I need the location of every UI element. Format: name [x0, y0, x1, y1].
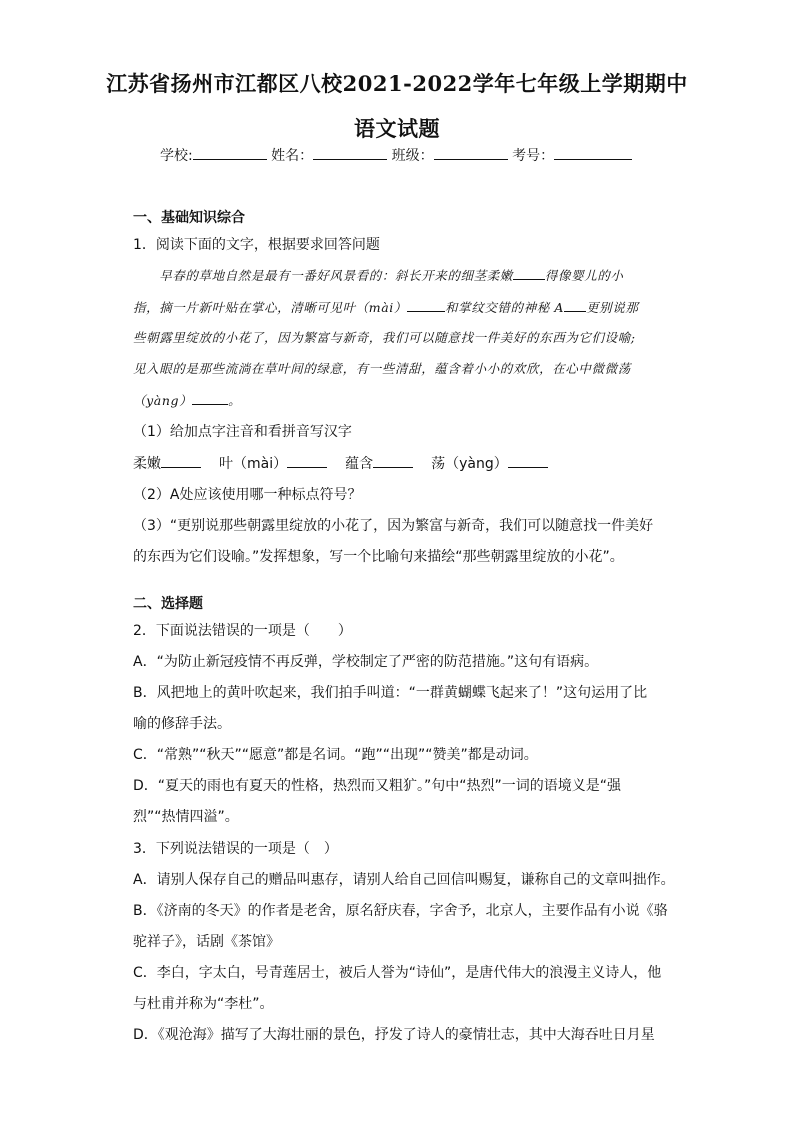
q2-option-b-cont: 喻的修辞手法。 [133, 716, 231, 732]
passage-text: 和掌纹交错的神秘 A [445, 300, 565, 315]
sub-question-3-line1: （3）“更别说那些朝露里绽放的小花了，因为繁富与新奇，我们可以随意找一件美好 [133, 518, 654, 534]
fill-item-label: 柔嫩 [133, 456, 161, 472]
name-label: 姓名： [271, 148, 314, 164]
sub-question-1: （1）给加点字注音和看拼音写汉字 [133, 424, 352, 440]
question-1-stem: 1．阅读下面的文字，根据要求回答问题 [133, 237, 380, 253]
answer-blank[interactable] [192, 392, 228, 405]
name-field[interactable] [313, 145, 387, 160]
q2-option-a: A．“为防止新冠疫情不再反弹，学校制定了严密的防范措施。”这句有语病。 [133, 654, 599, 670]
question-2-stem: 2．下面说法错误的一项是（ ） [133, 623, 352, 639]
q2-option-b: B．风把地上的黄叶吹起来，我们拍手叫道：“一群黄蝴蝶飞起来了！”这句运用了比 [133, 685, 648, 701]
passage-line-5 [133, 391, 241, 409]
q2-option-d: D．“夏天的雨也有夏天的性格，热烈而又粗犷。”句中“热烈”一词的语境义是“强 [133, 778, 622, 794]
passage-line-4: 见入眼的是那些流淌在草叶间的绿意，有一些清甜，蕴含着小小的欢欣，在心中微微荡 [133, 361, 631, 376]
exam-number-field[interactable] [554, 145, 632, 160]
q3-option-d: D．《观沧海》描写了大海壮丽的景色，抒发了诗人的豪情壮志，其中大海吞吐日月星 [133, 1027, 655, 1043]
fill-blank[interactable] [373, 453, 413, 468]
section-heading-basics: 一、基础知识综合 [133, 210, 245, 226]
class-label: 班级： [391, 148, 434, 164]
fill-item-label: 叶（mài） [219, 456, 288, 472]
fill-item-label: 荡（yàng） [431, 456, 508, 472]
exam-title-line2: 语文试题 [354, 116, 440, 141]
fill-blank[interactable] [508, 453, 548, 468]
sub-question-2: （2）A处应该使用哪一种标点符号？ [133, 487, 362, 503]
passage-text: 指，摘一片新叶贴在掌心，清晰可见叶（mài） [133, 300, 408, 315]
fill-blank[interactable] [287, 453, 327, 468]
passage-line-1 [133, 266, 624, 284]
passage-line-2 [133, 298, 638, 316]
q3-option-c-cont: 与杜甫并称为“李杜”。 [133, 996, 274, 1012]
passage-text: （yàng） [133, 393, 193, 408]
q3-option-c: C．李白，字太白，号青莲居士，被后人誉为“诗仙”，是唐代伟大的浪漫主义诗人，他 [133, 965, 662, 981]
class-field[interactable] [434, 145, 508, 160]
punctuation-blank-a[interactable] [564, 299, 586, 312]
passage-text: 得像婴儿的小 [544, 268, 624, 283]
fill-blank-row [133, 453, 548, 473]
sub-question-3-line2: 的东西为它们设喻。”发挥想象，写一个比喻句来描绘“那些朝露里绽放的小花”。 [133, 549, 624, 565]
passage-text: 更别说那 [586, 300, 639, 315]
fill-blank[interactable] [161, 453, 201, 468]
question-3-stem: 3．下列说法错误的一项是（ ） [133, 841, 338, 857]
q3-option-b-cont: 驼祥子》，话剧《茶馆》 [133, 934, 280, 950]
q3-option-b: B．《济南的冬天》的作者是老舍，原名舒庆春，字舍予，北京人，主要作品有小说《骆 [133, 903, 668, 919]
fill-item-label: 蕴含 [345, 456, 374, 472]
section-heading-choice: 二、选择题 [133, 596, 203, 612]
q2-option-c: C．“常熟”“秋天”“愿意”都是名词。“跑”“出现”“赞美”都是动词。 [133, 747, 538, 763]
exam-title-line1: 江苏省扬州市江都区八校2021-2022学年七年级上学期期中 [106, 71, 688, 96]
q2-option-d-cont: 烈”“热情四溢”。 [133, 809, 239, 825]
school-label: 学校: [160, 148, 193, 164]
passage-text: 早春的草地自然是最有一番好风景看的：斜长开来的细茎柔嫩 [133, 268, 513, 283]
answer-blank[interactable] [407, 299, 445, 312]
answer-blank[interactable] [513, 267, 545, 280]
passage-text: 。 [228, 393, 242, 408]
q3-option-a: A．请别人保存自己的赠品叫惠存，请别人给自己回信叫赐复，谦称自己的文章叫拙作。 [133, 872, 675, 888]
student-info-row [160, 145, 632, 165]
exam-number-label: 考号： [512, 148, 555, 164]
passage-line-3: 些朝露里绽放的小花了，因为繁富与新奇，我们可以随意找一件美好的东西为它们设喻; [133, 330, 636, 345]
school-field[interactable] [193, 145, 267, 160]
